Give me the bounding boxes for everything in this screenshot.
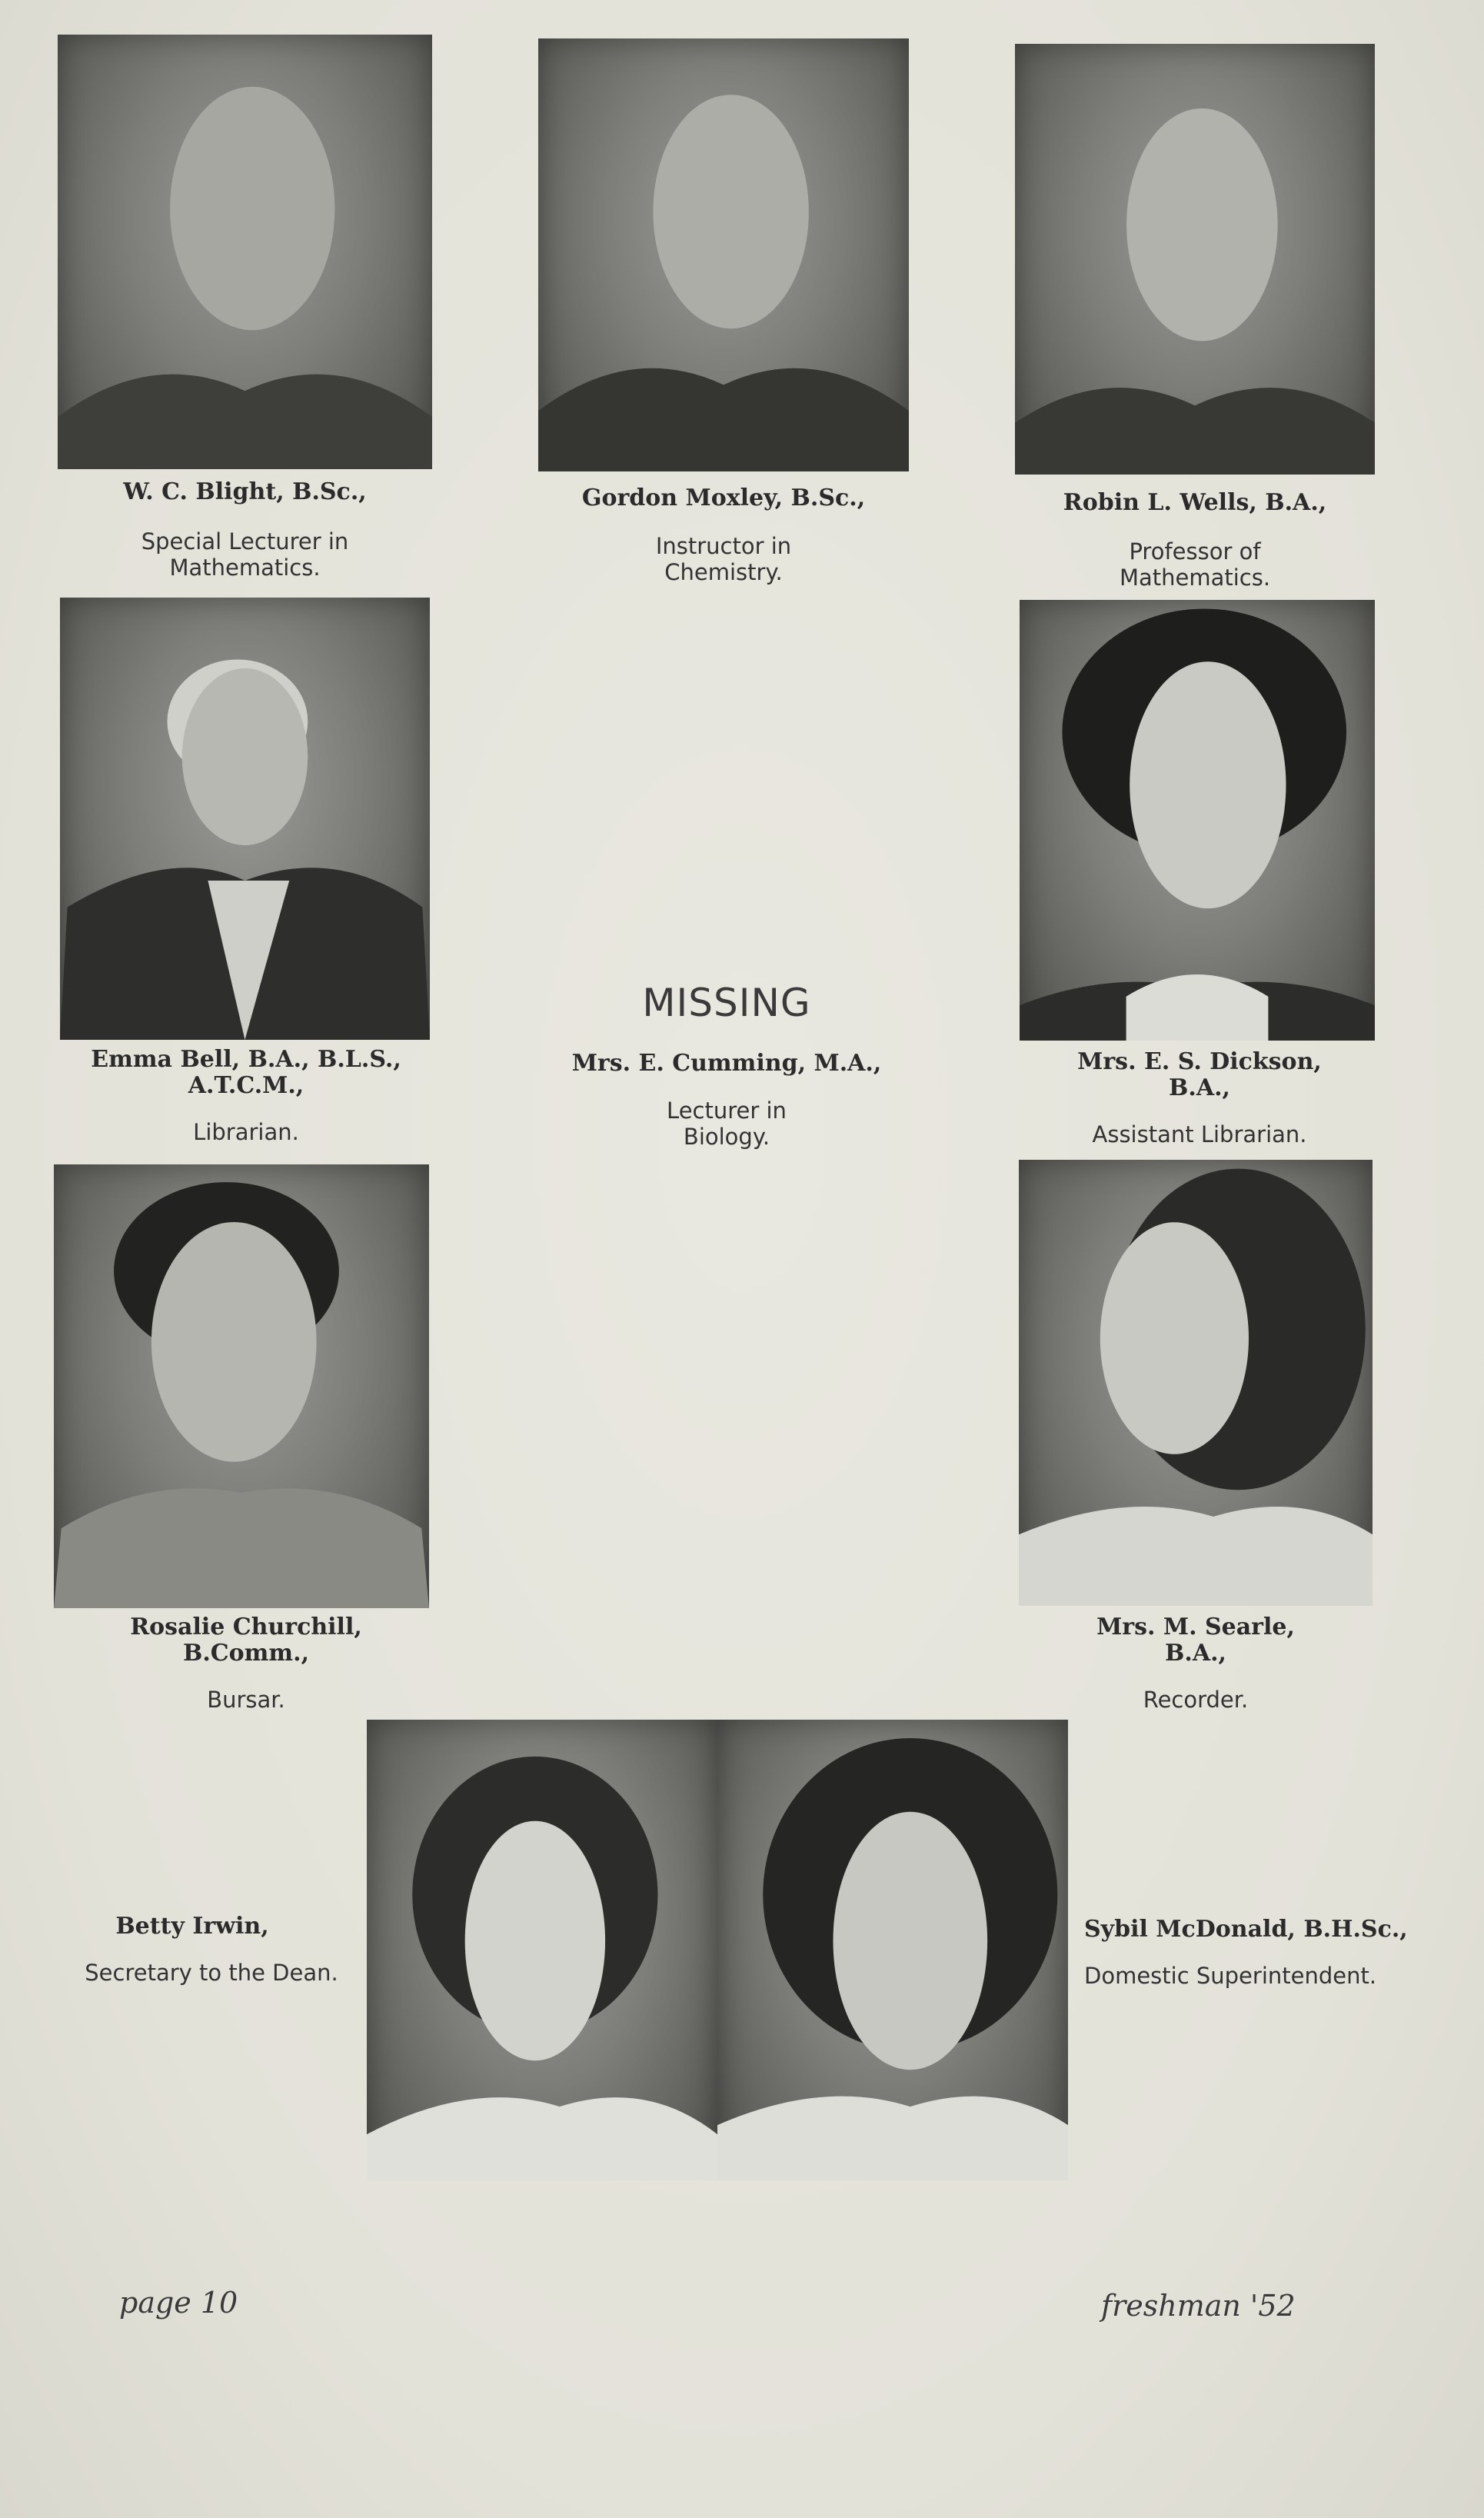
missing-label: MISSING: [642, 981, 811, 1025]
role-cumming-line2: Biology.: [683, 1124, 770, 1150]
role-churchill: Bursar.: [207, 1687, 285, 1713]
portrait-bell: [60, 598, 430, 1040]
role-moxley-line2: Chemistry.: [664, 559, 783, 585]
role-searle: Recorder.: [1143, 1687, 1249, 1713]
role-blight-line2: Mathematics.: [169, 555, 321, 581]
role-bell: Librarian.: [193, 1119, 299, 1145]
portrait-irwin: [367, 1720, 717, 2180]
role-blight-line1: Special Lecturer in: [141, 528, 349, 555]
name-churchill-line1: Rosalie Churchill,: [130, 1614, 362, 1640]
role-moxley-line1: Instructor in: [655, 533, 792, 559]
name-bell-line2: A.T.C.M.,: [188, 1072, 304, 1099]
name-searle-line2: B.A.,: [1165, 1640, 1226, 1667]
name-blight: W. C. Blight, B.Sc.,: [123, 478, 367, 505]
role-wells-line2: Mathematics.: [1119, 565, 1271, 591]
page-number: page 10: [119, 2286, 238, 2320]
publication-name: freshman '52: [1101, 2289, 1296, 2323]
role-cumming-line1: Lecturer in: [667, 1097, 787, 1124]
name-irwin: Betty Irwin,: [115, 1913, 269, 1940]
role-mcdonald: Domestic Superintendent.: [1084, 1963, 1377, 1989]
portrait-dickson: [1020, 600, 1375, 1041]
role-dickson: Assistant Librarian.: [1092, 1121, 1307, 1147]
name-moxley: Gordon Moxley, B.Sc.,: [581, 485, 866, 511]
name-bell-line1: Emma Bell, B.A., B.L.S.,: [91, 1046, 401, 1073]
name-cumming: Mrs. E. Cumming, M.A.,: [571, 1050, 882, 1077]
portrait-churchill: [54, 1164, 429, 1608]
portrait-blight: [58, 35, 432, 469]
name-wells: Robin L. Wells, B.A.,: [1063, 489, 1327, 516]
portrait-mcdonald: [717, 1720, 1068, 2180]
role-irwin: Secretary to the Dean.: [85, 1960, 338, 1986]
role-wells-line1: Professor of: [1129, 538, 1261, 565]
portrait-searle: [1019, 1160, 1373, 1606]
name-dickson-line1: Mrs. E. S. Dickson,: [1077, 1048, 1322, 1075]
portrait-wells: [1015, 44, 1375, 475]
name-searle-line1: Mrs. M. Searle,: [1096, 1614, 1295, 1640]
name-dickson-line2: B.A.,: [1169, 1074, 1230, 1101]
portrait-moxley: [538, 38, 909, 471]
name-mcdonald: Sybil McDonald, B.H.Sc.,: [1084, 1916, 1408, 1943]
name-churchill-line2: B.Comm.,: [182, 1640, 310, 1667]
